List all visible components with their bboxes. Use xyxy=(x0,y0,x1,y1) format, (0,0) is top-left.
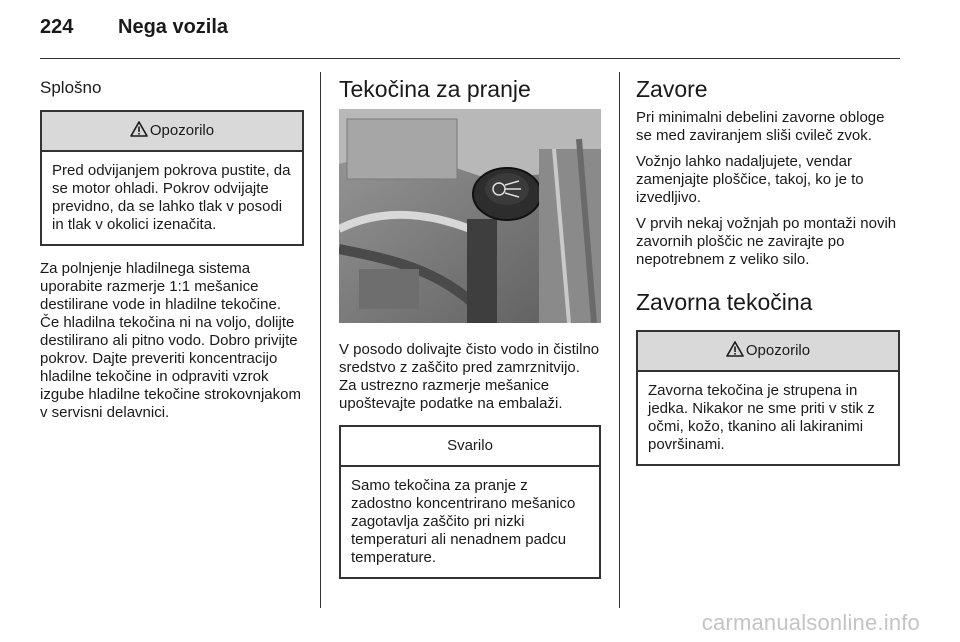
warning-box xyxy=(40,110,304,246)
section-heading-brake-fluid: Zavorna tekočina xyxy=(636,289,813,315)
column-washer-fluid xyxy=(339,68,601,579)
warning-triangle-icon xyxy=(726,341,744,357)
coolant-paragraph: Za polnjenje hladilnega sistema uporabite razmerje 1:1 mešanice destilirane vode in hladilne tekočine. Če hladilna tekočina ni na voljo, dolijte destilirano ali pitno vodo. Dobro privijte pokrov. Dajte preveriti koncentracijo hladilne tekočine in odpraviti vzrok izgube hladilne tekočine strokovnjakom v servisni delavnici. xyxy=(40,260,301,421)
watermark: carmanualsonline.info xyxy=(701,610,920,635)
warning-header xyxy=(42,112,302,152)
brakes-paragraph-1: Pri minimalni debelini zavorne obloge se med zaviranjem sliši cvileč zvok. xyxy=(636,109,885,144)
caution-text: Samo tekočina za pranje z zadostno koncentrirano mešanico zagotavlja zaščito pri nizki temperaturi ali nenadnem padcu temperature. xyxy=(351,477,576,566)
caution-header: Svarilo xyxy=(341,427,599,467)
column-divider xyxy=(320,72,321,608)
page-number: 224 xyxy=(40,16,74,38)
warning-box-brake-fluid xyxy=(636,330,900,466)
warning-text: Pred odvijanjem pokrova pustite, da se motor ohladi. Pokrov odvijajte previdno, da se lahko tlak v posodi in tlak v okolici izenačita. xyxy=(52,162,291,233)
section-heading-general: Splošno xyxy=(40,78,102,97)
warning-text: Zavorna tekočina je strupena in jedka. Nikakor ne sme priti v stik z očmi, kožo, tkanino ali lakiranimi površinami. xyxy=(648,382,875,453)
column-general xyxy=(40,68,304,430)
page-header xyxy=(40,16,228,46)
column-divider xyxy=(619,72,620,608)
page-title: Nega vozila xyxy=(118,16,229,38)
warning-label: Opozorilo xyxy=(745,342,811,359)
section-heading-washer-fluid: Tekočina za pranje xyxy=(339,76,531,102)
washer-paragraph: V posodo dolivajte čisto vodo in čistilno sredstvo z zaščito pred zamrznitvijo. Za ustrezno razmerje mešanice upoštevajte podatke na embalaži. xyxy=(339,341,600,412)
column-brakes xyxy=(636,68,900,466)
caution-box xyxy=(339,425,601,579)
warning-label: Opozorilo xyxy=(149,122,215,139)
washer-reservoir-photo xyxy=(339,109,601,323)
section-heading-brakes: Zavore xyxy=(636,76,708,102)
brakes-paragraph-2: Vožnjo lahko nadaljujete, vendar zamenjajte ploščice, takoj, ko je to izvedljivo. xyxy=(636,153,864,206)
header-rule xyxy=(40,58,900,59)
warning-header xyxy=(638,332,898,372)
brakes-paragraph-3: V prvih nekaj vožnjah po montaži novih zavornih ploščic ne zavirajte po nepotrebnem z veliko silo. xyxy=(636,215,897,268)
warning-triangle-icon xyxy=(130,121,148,137)
